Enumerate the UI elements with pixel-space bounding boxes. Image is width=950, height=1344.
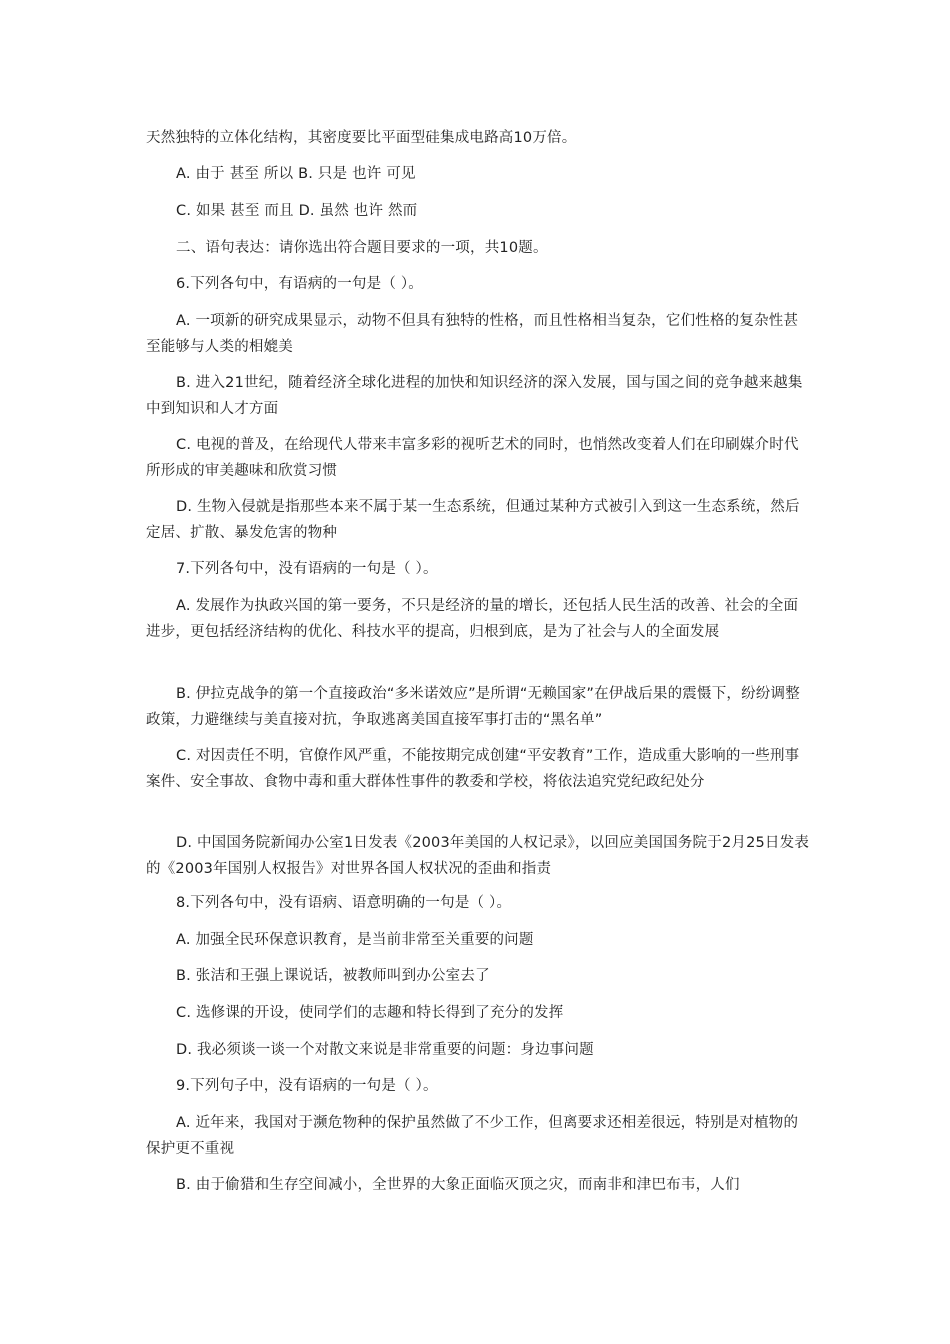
- question-6-option-a: A. 一项新的研究成果显示，动物不但具有独特的性格，而且性格相当复杂，它们性格的复杂性甚至能够与人类的相媲美: [146, 313, 799, 355]
- question-6: 6.下列各句中，有语病的一句是（ ）。: [176, 276, 423, 292]
- question-8-option-a: A. 加强全民环保意识教育，是当前非常至关重要的问题: [176, 932, 534, 948]
- question-7-option-b: B. 伊拉克战争的第一个直接政治“多米诺效应”是所谓“无赖国家”在伊战后果的震慑下，纷纷调整政策，力避继续与美直接对抗，争取逃离美国直接军事打击的“黑名单”: [146, 686, 800, 728]
- options-line-cd: C. 如果 甚至 而且 D. 虽然 也许 然而: [176, 203, 418, 219]
- question-8-option-c: C. 选修课的开设，使同学们的志趣和特长得到了充分的发挥: [176, 1005, 564, 1021]
- question-9-option-a: A. 近年来，我国对于濒危物种的保护虽然做了不少工作，但离要求还相差很远，特别是对植物的保护更不重视: [146, 1115, 799, 1157]
- question-7-option-c: C. 对因责任不明，官僚作风严重，不能按期完成创建“平安教育”工作，造成重大影响的一些刑事案件、安全事故、食物中毒和重大群体性事件的教委和学校，将依法追究党纪政纪处分: [146, 748, 800, 790]
- question-9: 9.下列句子中，没有语病的一句是（ ）。: [176, 1078, 438, 1094]
- question-8-option-d: D. 我必须谈一谈一个对散文来说是非常重要的问题：身边事问题: [176, 1042, 594, 1058]
- section-heading: 二、语句表达：请你选出符合题目要求的一项，共10题。: [176, 240, 548, 256]
- question-7-option-a: A. 发展作为执政兴国的第一要务，不只是经济的量的增长，还包括人民生活的改善、社会的全面进步，更包括经济结构的优化、科技水平的提高，归根到底，是为了社会与人的全面发展: [146, 598, 799, 640]
- paragraph-continuation: 天然独特的立体化结构，其密度要比平面型硅集成电路高10万倍。: [146, 130, 577, 146]
- question-9-option-b: B. 由于偷猎和生存空间减小，全世界的大象正面临灭顶之灾，而南非和津巴布韦，人们: [176, 1177, 740, 1193]
- question-8-option-b: B. 张洁和王强上课说话，被教师叫到办公室去了: [176, 968, 490, 984]
- question-7-option-d: D. 中国国务院新闻办公室1日发表《2003年美国的人权记录》，以回应美国国务院于2月25日发表的《2003年国别人权报告》对世界各国人权状况的歪曲和指责: [146, 835, 810, 877]
- question-8: 8.下列各句中，没有语病、语意明确的一句是（ ）。: [176, 895, 512, 911]
- question-6-option-b: B. 进入21世纪，随着经济全球化进程的加快和知识经济的深入发展，国与国之间的竞争越来越集中到知识和人才方面: [146, 375, 803, 417]
- question-6-option-d: D. 生物入侵就是指那些本来不属于某一生态系统，但通过某种方式被引入到这一生态系统，然后定居、扩散、暴发危害的物种: [146, 499, 800, 541]
- question-7: 7.下列各句中，没有语病的一句是（ ）。: [176, 561, 438, 577]
- options-line-ab: A. 由于 甚至 所以 B. 只是 也许 可见: [176, 166, 416, 182]
- question-6-option-c: C. 电视的普及，在给现代人带来丰富多彩的视听艺术的同时，也悄然改变着人们在印刷媒介时代所形成的审美趣味和欣赏习惯: [146, 437, 799, 479]
